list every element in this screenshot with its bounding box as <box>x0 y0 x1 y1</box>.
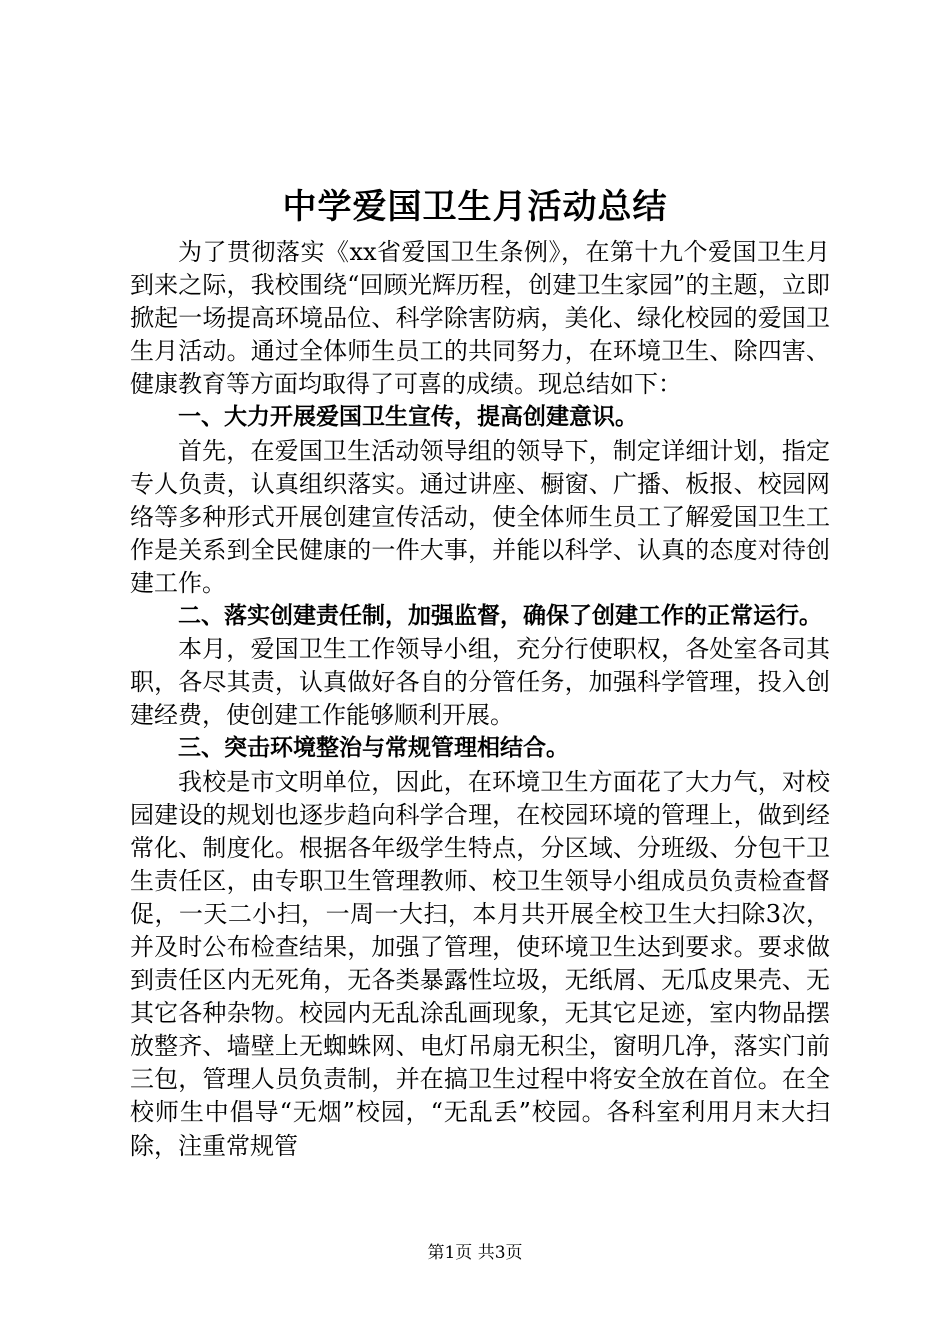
document-body <box>130 236 830 1163</box>
page-number-footer: 第1页 共3页 <box>427 1243 523 1263</box>
paragraph-intro: 为了贯彻落实《xx省爱国卫生条例》，在第十九个爱国卫生月到来之际，我校围绕“回顾光辉历程，创建卫生家园”的主题，立即掀起一场提高环境品位、科学除害防病，美化、绿化校园的爱国卫生月活动。通过全体师生员工的共同努力，在环境卫生、除四害、健康教育等方面均取得了可喜的成绩。现总结如下： <box>130 238 830 399</box>
document-title: 中学爱国卫生月活动总结 <box>282 187 668 227</box>
paragraph-section-2: 本月，爱国卫生工作领导小组，充分行使职权，各处室各司其职，各尽其责，认真做好各自的分管任务，加强科学管理，投入创建经费，使创建工作能够顺利开展。 <box>130 635 830 730</box>
section-heading-2: 二、落实创建责任制，加强监督，确保了创建工作的正常运行。 <box>178 603 822 630</box>
section-heading-3: 三、突击环境整治与常规管理相结合。 <box>178 735 569 762</box>
section-heading-1: 一、大力开展爱国卫生宣传，提高创建意识。 <box>178 404 638 431</box>
paragraph-section-1: 首先，在爱国卫生活动领导组的领导下，制定详细计划，指定专人负责，认真组织落实。通过讲座、橱窗、广播、板报、校园网络等多种形式开展创建宣传活动，使全体师生员工了解爱国卫生工作是关系到全民健康的一件大事，并能以科学、认真的态度对待创建工作。 <box>130 436 830 597</box>
paragraph-section-3: 我校是市文明单位，因此，在环境卫生方面花了大力气，对校园建设的规划也逐步趋向科学合理，在校园环境的管理上，做到经常化、制度化。根据各年级学生特点，分区域、分班级、分包干卫生责任区，由专职卫生管理教师、校卫生领导小组成员负责检查督促，一天二小扫，一周一大扫，本月共开展全校卫生大扫除3次，并及时公布检查结果，加强了管理，使环境卫生达到要求。要求做到责任区内无死角，无各类暴露性垃圾，无纸屑、无瓜皮果壳、无其它各种杂物。校园内无乱涂乱画现象，无其它足迹，室内物品摆放整齐、墙壁上无蜘蛛网、电灯吊扇无积尘，窗明几净，落实门前三包，管理人员负责制，并在搞卫生过程中将安全放在首位。在全校师生中倡导“无烟”校园，“无乱丢”校园。各科室利用月末大扫除，注重常规管 <box>130 767 830 1160</box>
